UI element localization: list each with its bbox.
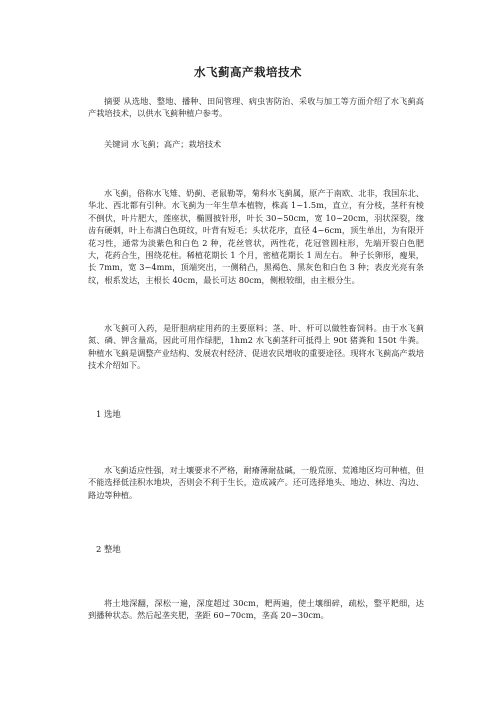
intro-paragraph-1: 水飞蓟，俗称水飞雉、奶蓟、老鼠勒等，菊科水飞蓟属，原产于南欧、北非，我国东北、华北、西北都有引种。水飞蓟为一年生草本植物，株高 1~1.5m，直立，有分枝，茎秆有棱不倒伏，叶片肥大，莲座状，椭圆披针形，叶长 30~50cm，宽 10~20cm，羽状深裂，缘齿有硬刺，叶上布满白色斑纹，叶背有短毛；头状花序，直径 4~6cm，顶生单出，为有限开花习性，通常为淡紫色和白色 2 种，花丝管状，两性花，花冠管圆柱形，先端开裂白色肥大，花药合生，围绕花柱。稀植花期长 1 个月，密植花期长 1 周左右。 种子长卵形，瘦果，长 7mm，宽 3~4mm，顶端突出，一侧稍凸，黑褐色、黑灰色和白色 3 种；表皮光亮有条纹，根系发达，主根长 40cm，最长可达 80cm，侧根较细，由主根分生。 xyxy=(88,188,424,285)
section-1-paragraph: 水飞蓟适应性强，对土壤要求不严格，耐瘠薄耐盐碱，一般荒原、荒滩地区均可种植，但不能选择低洼积水地块，否则会不利于生长，造成减产。还可选择地头、地边、林边、沟边、路边等种植。 xyxy=(88,465,424,500)
keywords-paragraph: 关键词 水飞蓟；高产；栽培技术 xyxy=(104,139,222,149)
intro-paragraph-2: 水飞蓟可入药，是肝胆病症用药的主要原料；茎、叶、杆可以做牲畜饲料。由于水飞蓟氮、磷、钾含量高，因此可用作绿肥，1hm2 水飞蓟茎秆可抵得上 90t 猪粪和 150t 牛粪。种植水飞蓟是调整产业结构、发展农村经济、促进农民增收的重要途径。现将水飞蓟高产栽培技术介绍如下。 xyxy=(88,323,424,371)
section-2-paragraph: 将土地深翻，深松一遍，深度超过 30cm，耙两遍，使土壤细碎，疏松，整平耙细，达到播种状态。然后起垄夹肥，垄距 60~70cm，垄高 20~30cm。 xyxy=(88,598,424,621)
abstract-paragraph: 摘要 从选地、整地、播种、田间管理、病虫害防治、采收与加工等方面介绍了水飞蓟高产栽培技术，以供水飞蓟种植户参考。 xyxy=(88,96,424,119)
section-2-heading: 2 整地 xyxy=(96,544,121,554)
document-title: 水飞蓟高产栽培技术 xyxy=(194,65,302,79)
section-1-heading: 1 选地 xyxy=(96,409,121,419)
